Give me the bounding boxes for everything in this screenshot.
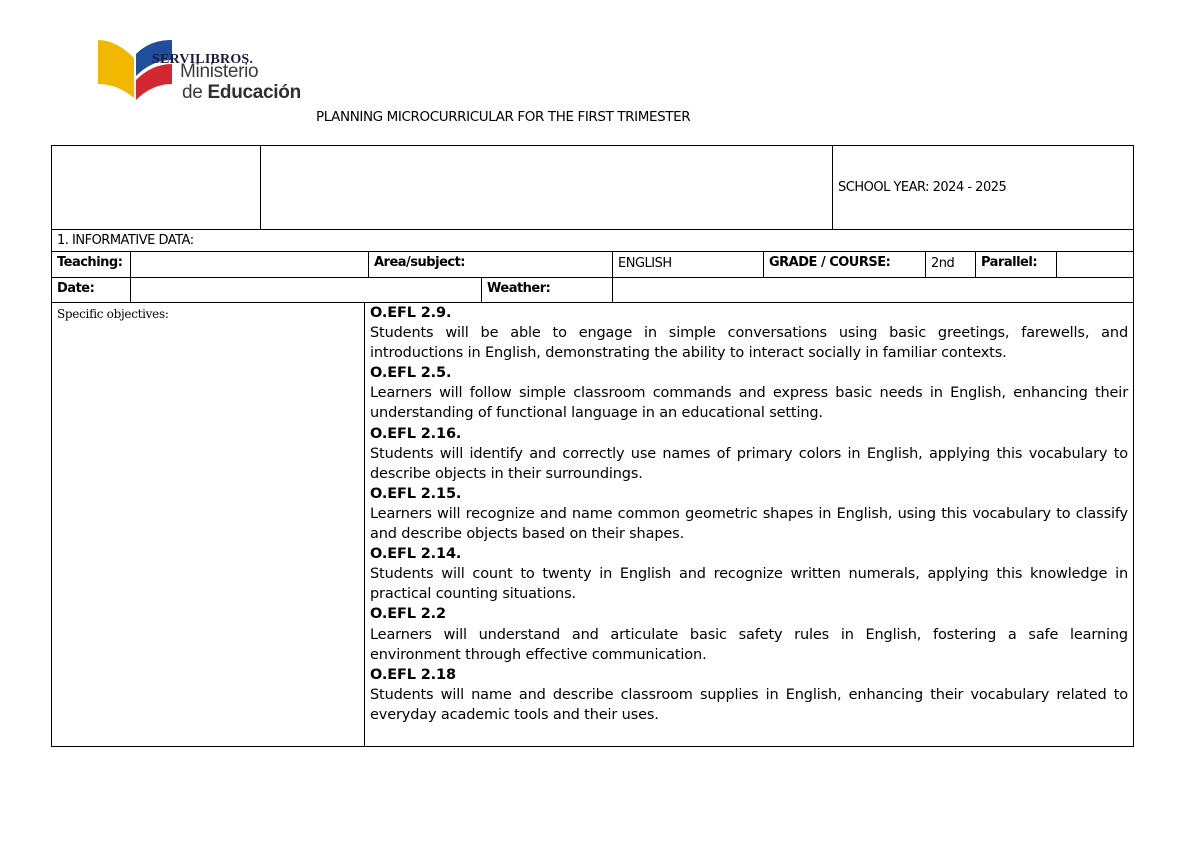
table-divider [364, 302, 365, 747]
school-year: SCHOOL YEAR: 2024 - 2025 [838, 180, 1007, 195]
servilibros-watermark: SERVILIBROS. [152, 52, 254, 67]
objective-item [370, 484, 1128, 544]
objective-text: Students will name and describe classroom supplies in English, enhancing their vocabulary related to everyday academic tools and their uses. [370, 686, 1128, 723]
weather-label: Weather: [487, 281, 551, 296]
table-divider [51, 251, 1134, 252]
area-subject-value[interactable]: ENGLISH [618, 256, 672, 271]
table-divider [612, 277, 613, 302]
objective-item [370, 363, 1128, 423]
area-subject-label: Area/subject: [374, 255, 465, 270]
objective-text: Students will be able to engage in simple conversations using basic greetings, farewells, and introductions in English, demonstrating the ability to interact socially in familiar contexts. [370, 325, 1128, 362]
logo-educacion-text: de Educación [182, 82, 301, 103]
table-divider [975, 251, 976, 277]
objective-code: O.EFL 2.2 [370, 606, 446, 623]
table-divider [763, 251, 764, 277]
objective-item [370, 665, 1128, 725]
table-divider [260, 145, 261, 229]
objective-text: Learners will follow simple classroom commands and express basic needs in English, enhancing their understanding of functional language in an educational setting. [370, 385, 1128, 422]
objective-code: O.EFL 2.15. [370, 485, 462, 502]
table-divider [130, 251, 131, 277]
objective-code: O.EFL 2.18 [370, 666, 456, 683]
logo-ministerio-text: Ministerio [180, 61, 259, 82]
table-divider [51, 229, 1134, 230]
parallel-label: Parallel: [981, 255, 1038, 270]
table-divider [1056, 251, 1057, 277]
grade-course-label: GRADE / COURSE: [769, 255, 891, 270]
informative-data-heading: 1. INFORMATIVE DATA: [57, 233, 194, 248]
table-divider [925, 251, 926, 277]
objective-code: O.EFL 2.9. [370, 305, 452, 321]
date-label: Date: [57, 281, 95, 296]
objective-code: O.EFL 2.14. [370, 546, 462, 563]
objective-item [370, 544, 1128, 604]
table-divider [612, 251, 613, 277]
objective-item [370, 604, 1128, 664]
objective-item [370, 303, 1128, 363]
grade-course-value[interactable]: 2nd [931, 256, 955, 271]
table-divider [368, 251, 369, 277]
objective-text: Learners will understand and articulate basic safety rules in English, fostering a safe learning environment through effective communication. [370, 626, 1128, 663]
objective-item [370, 424, 1128, 484]
objective-text: Students will count to twenty in English and recognize written numerals, applying this knowledge in practical counting situations. [370, 566, 1128, 603]
objectives-list [370, 303, 1128, 725]
objective-text: Students will identify and correctly use names of primary colors in English, applying this vocabulary to describe objects in their surroundings. [370, 445, 1128, 482]
ministerio-logo [96, 38, 326, 104]
document-title: PLANNING MICROCURRICULAR FOR THE FIRST TRIMESTER [316, 109, 691, 125]
objective-text: Learners will recognize and name common geometric shapes in English, using this vocabulary to classify and describe objects based on their shapes. [370, 505, 1128, 543]
table-divider [51, 277, 1134, 278]
specific-objectives-label: Specific objectives: [57, 307, 169, 321]
table-divider [481, 277, 482, 302]
objective-code: O.EFL 2.5. [370, 365, 452, 382]
teaching-label: Teaching: [57, 255, 123, 270]
objective-code: O.EFL 2.16. [370, 425, 462, 442]
ministerio-flag-icon [96, 38, 176, 104]
table-divider [832, 145, 833, 229]
table-divider [130, 277, 131, 302]
